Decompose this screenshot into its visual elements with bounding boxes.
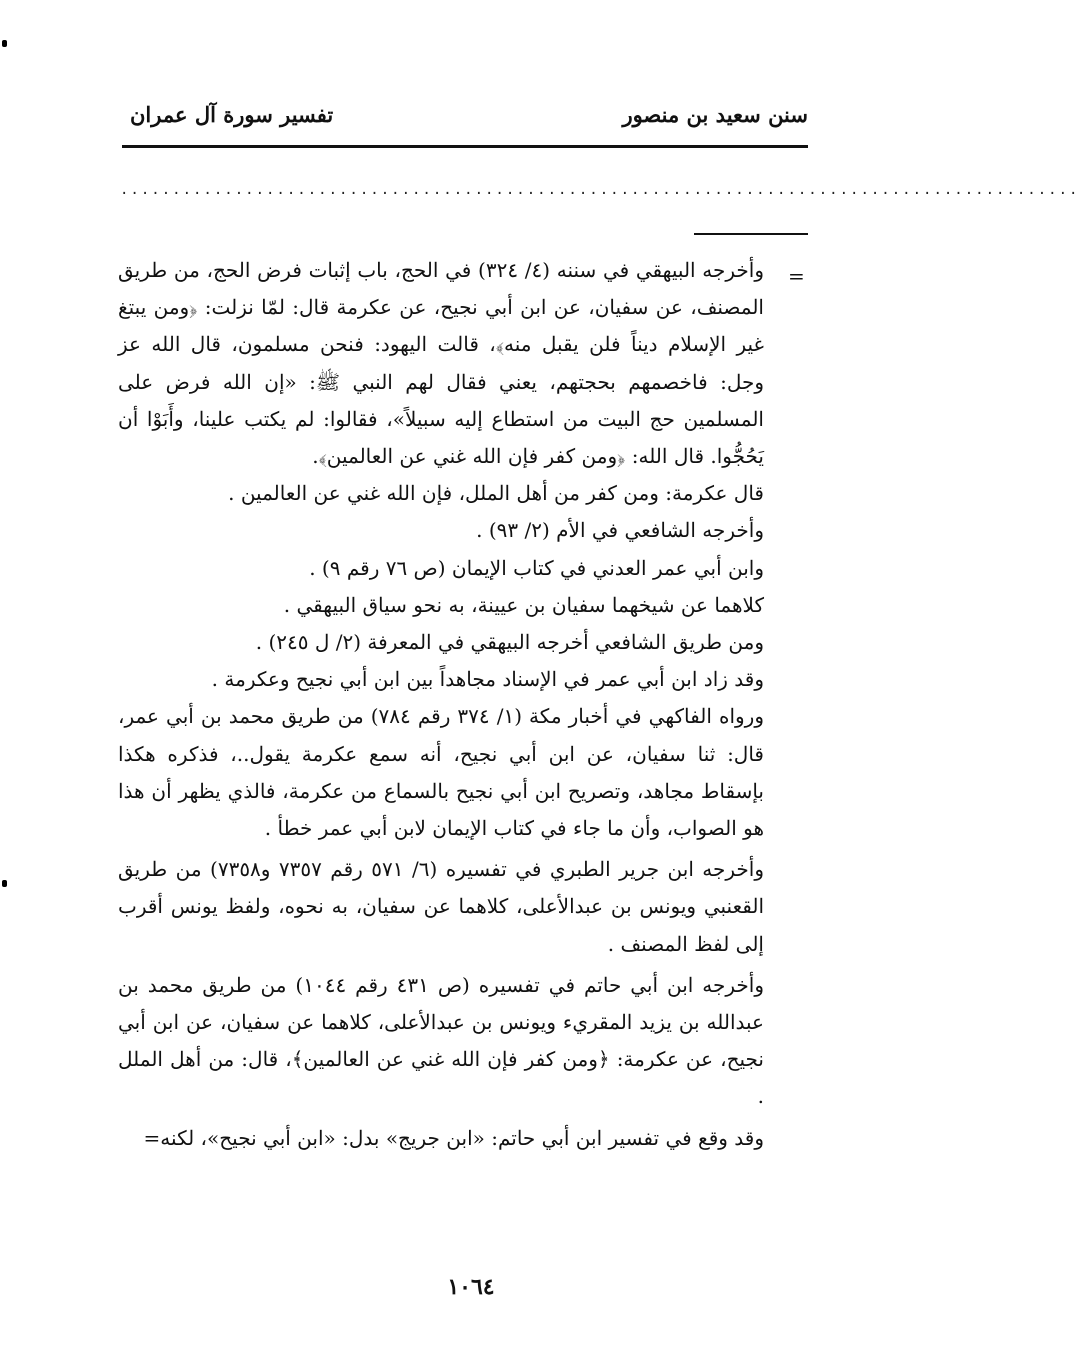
paragraph: ومن طريق الشافعي أخرجه البيهقي في المعرفة (٢/ ل ٢٤٥) . xyxy=(255,630,764,655)
running-header xyxy=(120,96,808,136)
header-rule xyxy=(122,145,808,148)
paragraph: وابن أبي عمر العدني في كتاب الإيمان (ص ٧٦ رقم ٩) . xyxy=(309,555,764,580)
dotted-separator: ............................................................................................ xyxy=(120,182,1079,198)
section-title: تفسير سورة آل عمران xyxy=(130,102,334,127)
paragraph: وقد وقع في تفسير ابن أبي حاتم: «ابن جريج» بدل: «ابن أبي نجيح»، لكنه= xyxy=(143,1125,764,1150)
margin-mark-middle xyxy=(2,880,7,887)
paragraph: كلاهما عن شيخهما سفيان بن عيينة، به نحو سياق البيهقي . xyxy=(283,592,764,617)
paragraph: وقد زاد ابن أبي عمر في الإسناد مجاهداً بين ابن أبي نجيح وعكرمة . xyxy=(211,667,764,692)
continuation-mark: = xyxy=(788,264,805,288)
book-title: سنن سعيد بن منصور xyxy=(622,102,808,127)
page-number: ١٠٦٤ xyxy=(447,1274,495,1300)
margin-mark-top xyxy=(2,40,7,47)
paragraph: وأخرجه ابن جرير الطبري في تفسيره (٦/ ٥٧١ رقم ٧٣٥٧ و٧٣٥٨) من طريق القعنبي ويونس بن عبدالأعلى، كلاهما عن سفيان، به نحوه، ولفظ يونس أقرب إلى لفظ المصنف . xyxy=(118,857,765,956)
paragraph: ورواه الفاكهي في أخبار مكة (١/ ٣٧٤ رقم ٧٨٤) من طريق محمد بن أبي عمر، قال: ثنا سفيان، عن ابن أبي نجيح، أنه سمع عكرمة يقول..، فذكره هكذا بإسقاط مجاهد، وتصريح ابن أبي نجيح بالسماع من عكرمة، فالذي يظهر أن هذا هو الصواب، وأن ما جاء في كتاب الإيمان لابن أبي عمر خطأ . xyxy=(118,704,764,841)
paragraph: وأخرجه الشافعي في الأم (٢/ ٩٣) . xyxy=(476,518,764,543)
paragraph: وأخرجه ابن أبي حاتم في تفسيره (ص ٤٣١ رقم ١٠٤٤) من طريق محمد بن عبدالله بن يزيد المقريء ويونس بن عبدالأعلى، كلاهما عن سفيان، عن ابن أبي نجيح، عن عكرمة: ﴿ومن كفر فإن الله غني عن العالمين﴾، قال: من أهل الملل . xyxy=(118,972,765,1109)
footnote-body xyxy=(118,252,764,1157)
footnote-rule xyxy=(694,233,808,235)
paragraph: قال عكرمة: ومن كفر من أهل الملل، فإن الله غني عن العالمين . xyxy=(228,481,764,506)
paragraph: وأخرجه البيهقي في سننه (٤/ ٣٢٤) في الحج، باب إثبات فرض الحج، من طريق المصنف، عن سفيان، عن ابن أبي نجيح، عن عكرمة قال: لمّا نزلت: ﴿ومن يبتغ غير الإسلام ديناً فلن يقبل منه﴾، قالت اليهود: فنحن مسلمون، قال الله عز وجل: فاخصمهم بحجتهم، يعني فقال لهم النبي ﷺ: «إن الله فرض على المسلمين حج البيت من استطاع إليه سبيلاً»، فقالوا: لم يكتب علينا، وأَبَوْا أن يَحُجُّوا. قال الله: ﴿ومن كفر فإن الله غني عن العالمين﴾. xyxy=(118,258,764,469)
